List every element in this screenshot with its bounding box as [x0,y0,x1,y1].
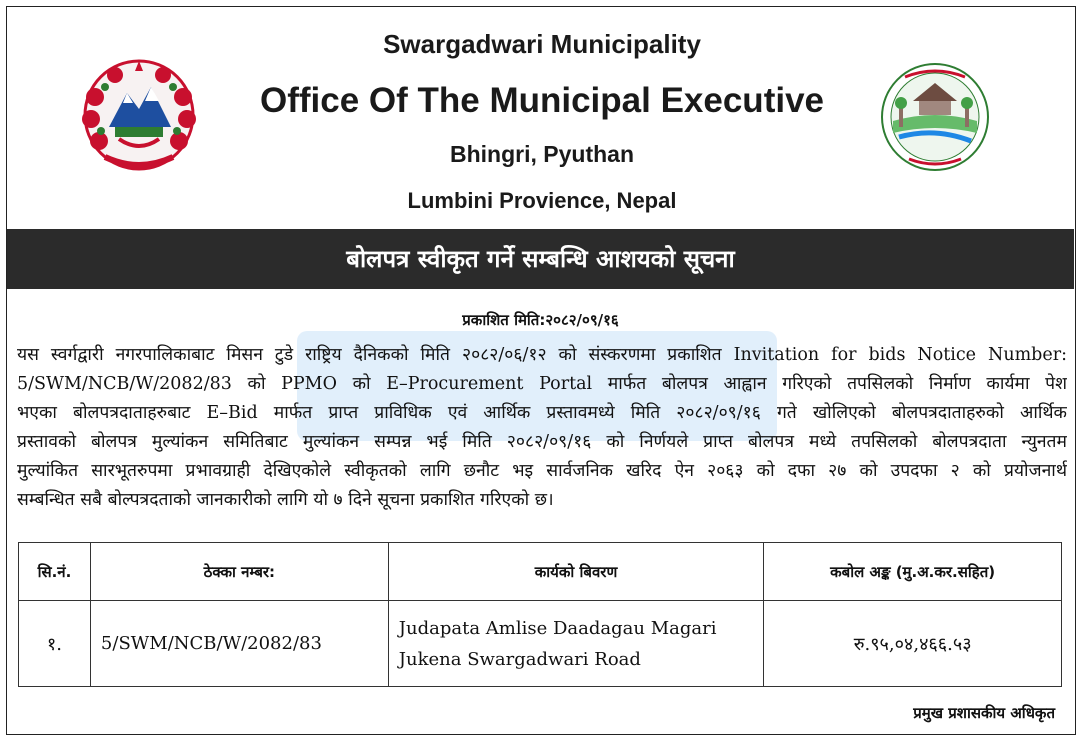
office-title: Office Of The Municipal Executive [259,81,825,120]
cell-serial: १. [19,601,91,687]
office-address: Bhingri, Pyuthan [450,141,634,167]
work-description-line: Jukena Swargadwari Road [398,648,641,670]
table-header-row [19,543,1062,601]
notice-banner-title: बोलपत्र स्वीकृत गर्ने सम्बन्धि आशयको सूचना [7,229,1074,289]
swargadwari-municipality-logo-icon [879,61,991,173]
notice-frame [6,6,1076,735]
notice-body-line: मुल्यांकित सारभूतरुपमा प्रभावग्राही देखिएकोले स्वीकृतको लागि छनौट भइ सार्वजनिक खरिद ऐन २०६३ को दफा २७ को उपदफा २ को प्रयोजनार्थ [17,461,1067,481]
header-bid-amount: कबोल अङ्क (मु.अ.कर.सहित) [764,543,1062,601]
bid-table [18,542,1062,687]
municipality-name: Swargadwari Municipality [383,29,701,59]
notice-header [7,7,1077,229]
signature-title: प्रमुख प्रशासकीय अधिकृत [913,704,1055,722]
notice-body [17,341,1067,515]
notice-body-line: 5/SWM/NCB/W/2082/83 को PPMO को E–Procurement Portal मार्फत बोलपत्र आह्वान गरिएको तपसिलको निर्माण कार्यमा पेश [17,374,1067,394]
header-contract-no: ठेक्का नम्बर: [90,543,388,601]
cell-work-description [388,601,764,687]
header-work-description: कार्यको बिवरण [388,543,764,601]
notice-body-line: प्रस्तावको बोलपत्र मुल्यांकन समितिबाट मुल्यांकन सम्पन्न भई मिति २०८२/०९/१६ को निर्णयले प्राप्त बोलपत्र मध्ये तपसिलको बोलपत्रदाता न्युनतम [17,432,1067,452]
notice-body-line: यस स्वर्गद्वारी नगरपालिकाबाट मिसन टुडे राष्ट्रिय दैनिकको मिति २०८२/०६/१२ को संस्करणमा प्रकाशित Invitation for bids Notice Number: [17,345,1067,365]
header-serial: सि.नं. [19,543,91,601]
table-row [19,601,1062,687]
notice-body-line: सम्बन्धित सबै बोल्पत्रदताको जानकारीको लागि यो ७ दिने सूचना प्रकाशित गरिएको छ। [17,490,554,510]
notice-body-line: भएका बोलपत्रदाताहरुबाट E–Bid मार्फत प्राप्त प्राविधिक एवं आर्थिक प्रस्तावमध्ये मिति २०८२/०९/१६ गते खोलिएको बोलपत्रदाताहरुको आर्थिक [17,403,1067,423]
published-date: प्रकाशित मिति:२०८२/०९/१६ [462,311,619,329]
cell-bid-amount: रु.९५,०४,४६६.५३ [764,601,1062,687]
office-province: Lumbini Provience, Nepal [407,188,677,213]
cell-contract-no: 5/SWM/NCB/W/2082/83 [90,601,388,687]
work-description-line: Judapata Amlise Daadagau Magari [398,617,717,639]
